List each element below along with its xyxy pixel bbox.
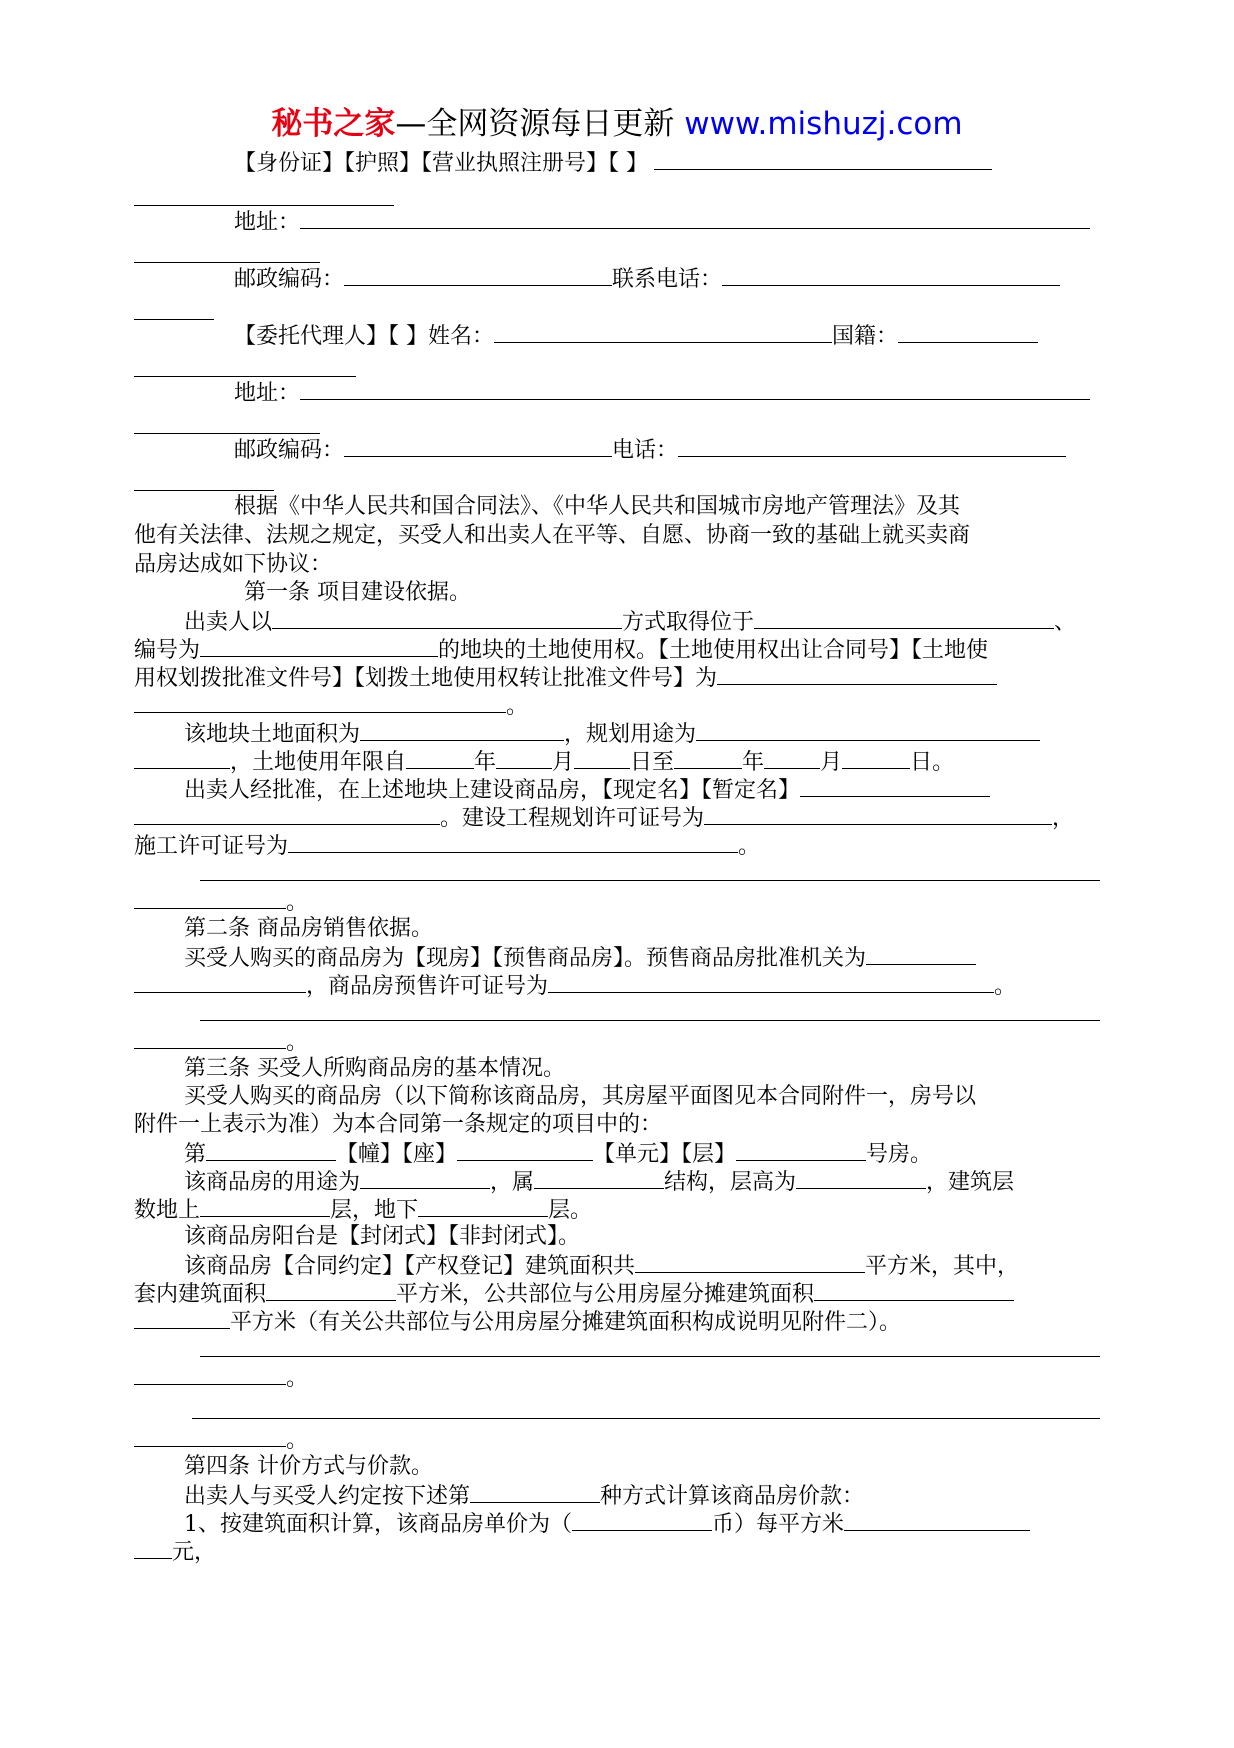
art3-p3-line1: 该商品房的用途为 ，属 结构，层高为 ，建筑层 — [134, 1166, 1100, 1196]
parcel-number-blank[interactable] — [200, 634, 438, 657]
project-name-blank-cont[interactable] — [134, 802, 440, 825]
address-line: 地址： — [134, 206, 1100, 236]
art1-p1-line1: 出卖人以 方式取得位于 、 — [134, 606, 1100, 636]
intro-line-2: 他有关法律、法规之规定，买受人和出卖人在平等、自愿、协商一致的基础上就买卖商 — [134, 523, 971, 548]
house-use-blank[interactable] — [360, 1166, 490, 1189]
art1-p1-line3: 用权划拨批准文件号】【划拨土地使用权转让批准文件号】为 — [134, 662, 1100, 692]
planned-use-blank[interactable] — [696, 718, 1040, 741]
art3-p4: 该商品房阳台是【封闭式】【非封闭式】。 — [184, 1224, 581, 1249]
land-doc-number-blank-cont[interactable] — [134, 690, 506, 713]
art1-p2-line1: 该地块土地面积为 ，规划用途为 — [134, 718, 1100, 748]
acquisition-method-blank[interactable] — [272, 606, 622, 629]
art2-extra-blank-cont[interactable] — [134, 1026, 286, 1049]
art3-extra-line-1: 。 — [134, 1362, 1100, 1392]
art3-extra-line-2: 。 — [134, 1424, 1100, 1454]
art2-extra-blank — [200, 1020, 1100, 1021]
postcode-line-2: 邮政编码： 电话： — [134, 434, 1100, 464]
use-start-day-blank[interactable] — [574, 746, 630, 769]
site-brand: 秘书之家 — [271, 106, 396, 142]
site-url-link[interactable]: www.mishuzj.com — [684, 106, 963, 142]
intro-line-3: 品房达成如下协议： — [134, 552, 333, 577]
site-slogan: —全网资源每日更新 — [395, 106, 675, 142]
unit-price-blank[interactable] — [844, 1508, 1030, 1531]
article-4-title: 第四条 计价方式与价款。 — [184, 1454, 433, 1479]
floors-below-blank[interactable] — [418, 1194, 548, 1217]
art2-p1-line2: ，商品房预售许可证号为 。 — [134, 970, 1100, 1000]
art3-extra-blank-2-cont[interactable] — [134, 1424, 286, 1447]
art3-extra-blank-1-cont[interactable] — [134, 1362, 286, 1385]
planning-permit-blank[interactable] — [704, 802, 1052, 825]
location-blank[interactable] — [754, 606, 1054, 629]
postcode-blank-2[interactable] — [344, 434, 612, 457]
use-start-year-blank[interactable] — [406, 746, 474, 769]
art1-p3-line2: 。建设工程规划许可证号为 ， — [134, 802, 1100, 832]
art1-p1-line4: 。 — [134, 690, 1100, 720]
art1-p3-line3: 施工许可证号为 。 — [134, 830, 1100, 860]
art3-p1-line1: 买受人购买的商品房（以下简称该商品房，其房屋平面图见本合同附件一，房号以 — [184, 1084, 977, 1109]
pricing-method-blank[interactable] — [470, 1480, 600, 1503]
floor-height-blank[interactable] — [796, 1166, 926, 1189]
unit-number-blank[interactable] — [457, 1138, 593, 1161]
address-blank[interactable] — [300, 206, 1090, 229]
phone-blank-2-cont — [134, 490, 274, 491]
id-number-blank[interactable] — [654, 147, 992, 170]
art4-p1: 出卖人与买受人约定按下述第 种方式计算该商品房价款： — [134, 1480, 1100, 1510]
inner-area-blank[interactable] — [266, 1278, 396, 1301]
presale-authority-blank[interactable] — [866, 942, 976, 965]
structure-blank[interactable] — [534, 1166, 664, 1189]
land-area-blank[interactable] — [360, 718, 564, 741]
art1-extra-blank-cont[interactable] — [134, 886, 286, 909]
article-2-title: 第二条 商品房销售依据。 — [184, 916, 433, 941]
art3-p1-line2: 附件一上表示为准）为本合同第一条规定的项目中的： — [134, 1112, 663, 1137]
article-3-title: 第三条 买受人所购商品房的基本情况。 — [184, 1056, 565, 1081]
address-blank-2[interactable] — [300, 377, 1090, 400]
phone-blank-2[interactable] — [678, 434, 1066, 457]
art1-extra-blank — [200, 880, 1100, 881]
currency-blank[interactable] — [572, 1508, 712, 1531]
art2-p1-line1: 买受人购买的商品房为【现房】【预售商品房】。预售商品房批准机关为 — [134, 942, 1100, 972]
presale-permit-blank[interactable] — [548, 970, 994, 993]
floors-above-blank[interactable] — [200, 1194, 330, 1217]
land-doc-number-blank[interactable] — [717, 662, 997, 685]
use-end-month-blank[interactable] — [764, 746, 820, 769]
shared-area-blank-cont[interactable] — [134, 1306, 230, 1329]
nationality-blank[interactable] — [898, 320, 1038, 343]
art2-extra-line: 。 — [134, 1026, 1100, 1056]
unit-price-blank-cont[interactable] — [134, 1536, 172, 1559]
article-1-title: 第一条 项目建设依据。 — [244, 580, 471, 605]
art3-extra-blank-2 — [192, 1418, 1100, 1419]
intro-line-1: 根据《中华人民共和国合同法》、《中华人民共和国城市房地产管理法》及其 — [234, 494, 961, 519]
postcode-blank[interactable] — [344, 263, 612, 286]
art3-p5-line1: 该商品房【合同约定】【产权登记】建筑面积共 平方米，其中， — [134, 1250, 1100, 1280]
art3-p5-line2: 套内建筑面积 平方米，公共部位与公用房屋分摊建筑面积 — [134, 1278, 1100, 1308]
art4-p2-line2: 元， — [134, 1536, 1100, 1566]
phone-blank[interactable] — [722, 263, 1060, 286]
room-number-blank[interactable] — [736, 1138, 866, 1161]
postcode-line: 邮政编码： 联系电话： — [134, 263, 1100, 293]
presale-authority-blank-cont[interactable] — [134, 970, 306, 993]
shared-area-blank[interactable] — [814, 1278, 1014, 1301]
agent-name-blank[interactable] — [494, 320, 832, 343]
art1-p2-line2: ，土地使用年限自 年 月 日至 年 月 日。 — [134, 746, 1100, 776]
construction-permit-blank[interactable] — [288, 830, 738, 853]
use-end-day-blank[interactable] — [842, 746, 910, 769]
art1-extra-line: 。 — [134, 886, 1100, 916]
address-line-2: 地址： — [134, 377, 1100, 407]
total-area-blank[interactable] — [635, 1250, 865, 1273]
building-number-blank[interactable] — [206, 1138, 336, 1161]
art4-p2-line1: 1、按建筑面积计算，该商品房单价为（ 币）每平方米 — [134, 1508, 1100, 1538]
agent-line: 【委托代理人】【 】姓名： 国籍： — [134, 320, 1100, 350]
use-start-month-blank[interactable] — [496, 746, 552, 769]
art3-extra-blank-1 — [200, 1356, 1100, 1357]
art3-p5-line3: 平方米（有关公共部位与公用房屋分摊建筑面积构成说明见附件二）。 — [134, 1306, 1100, 1336]
id-types-line: 【身份证】【护照】【营业执照注册号】【 】 — [134, 147, 1100, 177]
project-name-blank[interactable] — [800, 774, 990, 797]
art1-p3-line1: 出卖人经批准，在上述地块上建设商品房，【现定名】【暂定名】 — [134, 774, 1100, 804]
site-header — [0, 104, 1234, 144]
planned-use-blank-cont[interactable] — [134, 746, 230, 769]
art3-p3-line2: 数地上 层，地下 层。 — [134, 1194, 1100, 1224]
use-end-year-blank[interactable] — [674, 746, 742, 769]
art1-p1-line2: 编号为 的地块的土地使用权。【土地使用权出让合同号】【土地使 — [134, 634, 1100, 664]
art3-p2: 第 【幢】【座】 【单元】【层】 号房。 — [134, 1138, 1100, 1168]
